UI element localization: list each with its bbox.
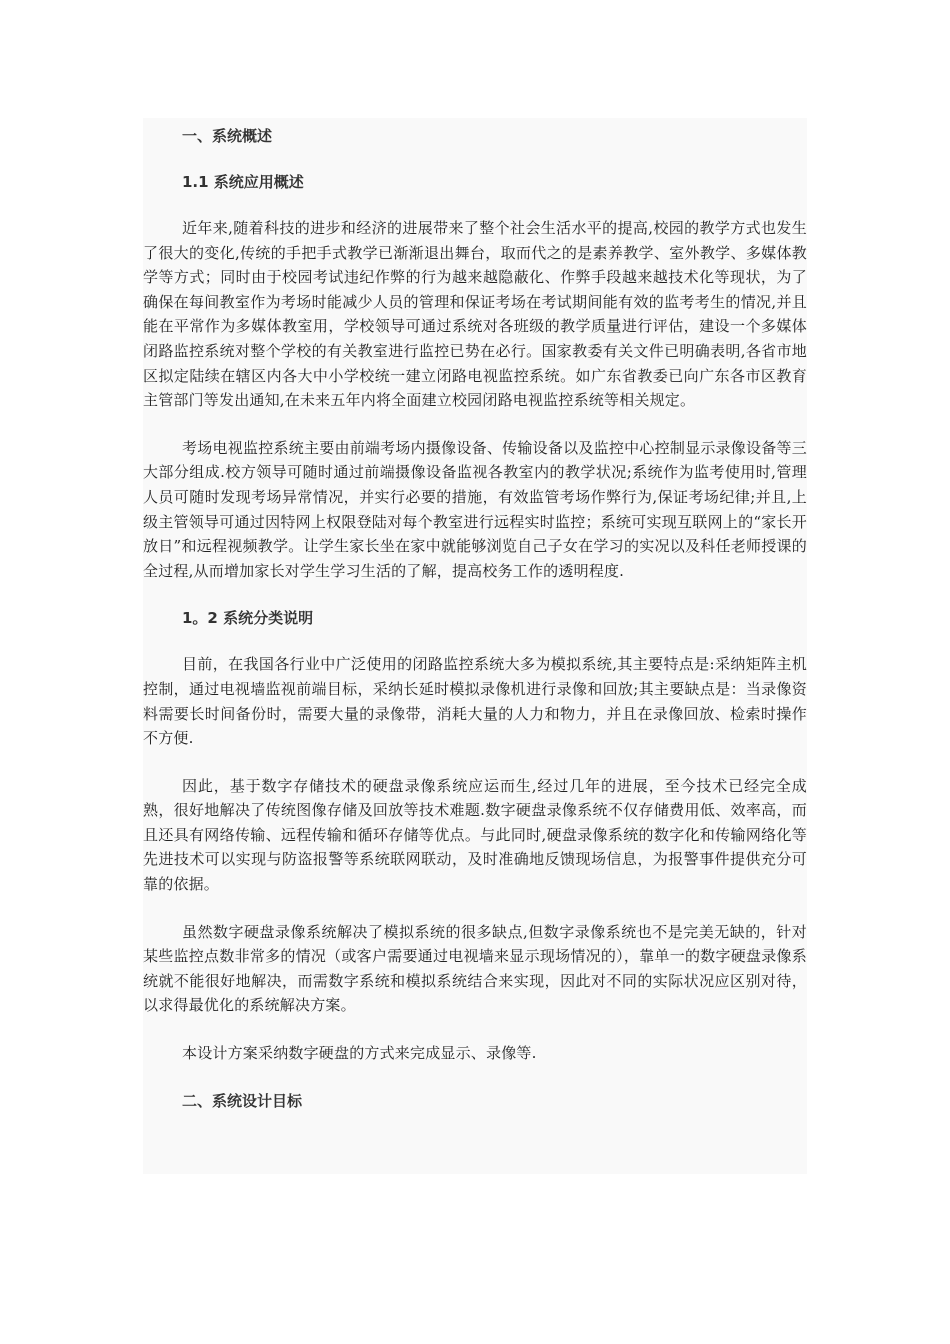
paragraph-background: 近年来,随着科技的进步和经济的进展带来了整个社会生活水平的提高,校园的教学方式也发生了很大的变化,传统的手把手式教学已渐渐退出舞台，取而代之的是素养教学、室外教学、多媒体教学等方式；同时由于校园考试违纪作弊的行为越来越隐蔽化、作弊手段越来越技术化等现状，为了确保在每间教室作为考场时能减少人员的管理和保证考场在考试期间能有效的监考考生的情况,并且能在平常作为多媒体教室用，学校领导可通过系统对各班级的教学质量进行评估，建设一个多媒体闭路监控系统对整个学校的有关教室进行监控已势在必行。国家教委有关文件已明确表明,各省市地区拟定陆续在辖区内各大中小学校统一建立闭路电视监控系统。如广东省教委已向广东各市区教育主管部门等发出通知,在未来五年内将全面建立校园闭路电视监控系统等相关规定。 (143, 219, 807, 410)
section-heading-overview: 一、系统概述 (182, 127, 273, 145)
subsection-heading-classification: 1。2 系统分类说明 (182, 609, 314, 628)
subsection-heading-application-overview: 1.1 系统应用概述 (182, 173, 304, 191)
paragraph-design-choice: 本设计方案采纳数字硬盘的方式来完成显示、录像等. (182, 1044, 537, 1063)
document-content (143, 124, 807, 1113)
paragraph-system-composition: 考场电视监控系统主要由前端考场内摄像设备、传输设备以及监控中心控制显示录像设备等三大部分组成.校方领导可随时通过前端摄像设备监视各教室内的教学状况;系统作为监考使用时,管理人员可随时发现考场异常情况，并实行必要的措施，有效监管考场作弊行为,保证考场纪律;并且,上级主管领导可通过因特网上权限登陆对每个教室进行远程实时监控；系统可实现互联网上的“家长开放日”和远程视频教学。让学生家长坐在家中就能够浏览自己子女在学习的实况以及科任老师授课的全过程,从而增加家长对学生学习生活的了解，提高校务工作的透明程度. (143, 438, 807, 580)
paragraph-hybrid-approach: 虽然数字硬盘录像系统解决了模拟系统的很多缺点,但数字录像系统也不是完美无缺的，针对某些监控点数非常多的情况（或客户需要通过电视墙来显示现场情况的），靠单一的数字硬盘录像系统就不能很好地解决，而需数字系统和模拟系统结合来实现，因此对不同的实际状况应区别对待，以求得最优化的系统解决方案。 (143, 922, 807, 1015)
paragraph-analog-systems: 目前，在我国各行业中广泛使用的闭路监控系统大多为模拟系统,其主要特点是:采纳矩阵主机控制，通过电视墙监视前端目标，采纳长延时模拟录像机进行录像和回放;其主要缺点是：当录像资料需要长时间备份时，需要大量的录像带，消耗大量的人力和物力，并且在录像回放、检索时操作不方便. (143, 655, 807, 748)
section-heading-design-goals: 二、系统设计目标 (182, 1091, 303, 1110)
paragraph-digital-recording: 因此，基于数字存储技术的硬盘录像系统应运而生,经过几年的进展，至今技术已经完全成熟，很好地解决了传统图像存储及回放等技术难题.数字硬盘录像系统不仅存储费用低、效率高，而且还具有网络传输、远程传输和循环存储等优点。与此同时,硬盘录像系统的数字化和传输网络化等先进技术可以实现与防盗报警等系统联网联动，及时准确地反馈现场信息，为报警事件提供充分可靠的依据。 (143, 776, 807, 894)
